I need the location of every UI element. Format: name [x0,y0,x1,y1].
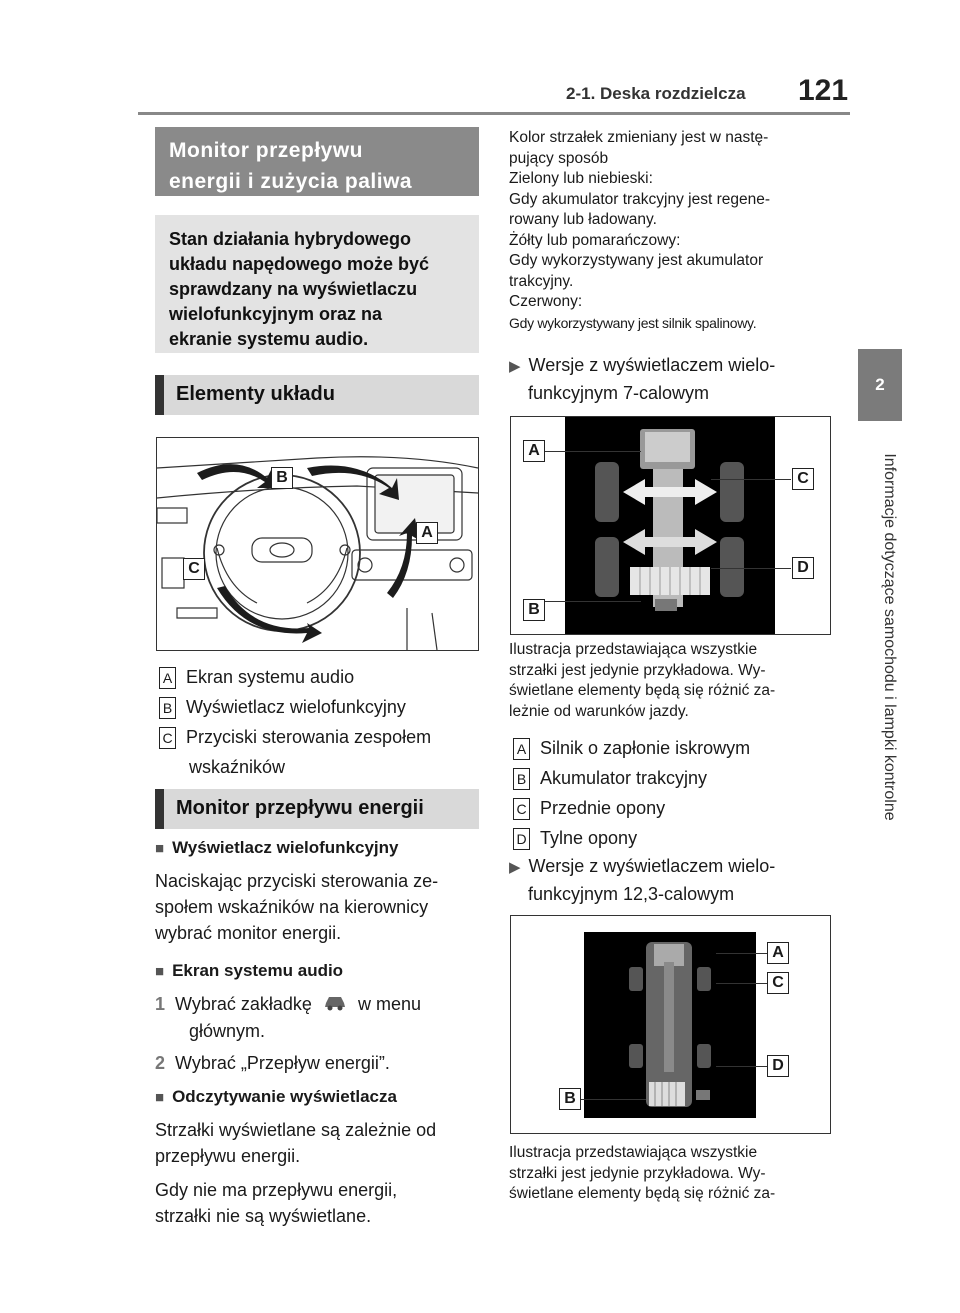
legend-item: A Silnik o zapłonie iskrowym [513,733,833,763]
figure1-label-a: A [523,440,545,462]
audio-screen-heading: Ekran systemu audio [172,961,344,980]
figure2-label-d: D [767,1055,789,1077]
energy-legend [513,733,833,853]
legend-item: C Przyciski sterowania zespołem [159,722,479,752]
dashboard-illustration [157,438,478,650]
chapter-tab: 2 [858,349,902,421]
figure2-caption: Ilustracja przedstawiająca wszystkie strzałki jest jedynie przykładowa. Wy- świetlane elementy będą się różnić za- [509,1144,776,1202]
elements-heading: Elementy układu [155,375,479,415]
figure1-label-c: C [792,468,814,490]
reading-text: Strzałki wyświetlane są zależnie od przepływu energii. [155,1120,437,1167]
step-2: 2 Wybrać „Przepływ energii”. [155,1053,390,1074]
multi-display-heading: Wyświetlacz wielofunkcyjny [172,838,399,857]
main-heading: Monitor przepływu energii i zużycia paliwa [155,127,479,196]
car-icon [323,992,347,1018]
multi-display-section: ■ Wyświetlacz wielofunkcyjny Naciskając przyciski sterowania ze- społem wskaźników na kierownicy wybrać monitor energii. ■ Ekran systemu audio 1 Wybrać zakładkę w menu głównym. 2 Wybrać „Przepływ energii”. ■ Odczytywanie wyświetlacza Strzałki wyświetlane są zależnie od przepływu energii. Gdy nie ma przepływu energii, strzałki nie są wyświetlane. [155,835,485,1229]
legend-item: B Wyświetlacz wielofunkcyjny [159,692,479,722]
figure-label-b: B [271,467,293,489]
legend-item: D Tylne opony [513,823,833,853]
dashboard-figure [156,437,479,651]
page-number: 121 [798,74,849,107]
version-12-heading: ▶ Wersje z wyświetlaczem wielo- funkcyjnym 12,3-calowym [509,856,776,904]
energy-flow-screen-12in [584,932,756,1118]
figure1-label-d: D [792,557,814,579]
multi-display-text: Naciskając przyciski sterowania ze- społem wskaźników na kierownicy wybrać monitor energii. [155,871,439,943]
version-7-heading: ▶ Wersje z wyświetlaczem wielo- funkcyjnym 7-calowym [509,355,776,403]
energy-flow-figure-7in [510,416,831,635]
figure2-label-b: B [559,1088,581,1110]
car-chassis-illustration-12in [584,932,756,1118]
energy-flow-figure-12in [510,915,831,1134]
arrow-color-text: Kolor strzałek zmieniany jest w nastę- pujący sposób Zielony lub niebieski: Gdy akumulator trakcyjny jest regene- rowany lub ładowany. Żółty lub pomarańczowy: Gdy wykorzystywany jest akumulator trakcyjny. Czerwony: Gdy wykorzystywany jest silnik spalinowy. [509,129,771,331]
intro-box: Stan działania hybrydowego układu napędowego może być sprawdzany na wyświetlaczu wielofunkcyjnym oraz na ekranie systemu audio. [155,215,479,353]
step-1: 1 Wybrać zakładkę w menu [155,991,485,1018]
no-flow-text: Gdy nie ma przepływu energii, strzałki nie są wyświetlane. [155,1180,398,1227]
monitor-heading: Monitor przepływu energii [155,789,479,829]
section-title: 2-1. Deska rozdzielcza [566,84,746,103]
element-legend [159,662,479,782]
legend-item: C Przednie opony [513,793,833,823]
step-1-continuation: głównym. [189,1021,266,1042]
figure2-label-a: A [767,942,789,964]
header-rule [138,112,850,115]
figure-label-a: A [416,522,438,544]
reading-heading: Odczytywanie wyświetlacza [172,1087,397,1107]
legend-item: A Ekran systemu audio [159,662,479,692]
legend-item: B Akumulator trakcyjny [513,763,833,793]
figure1-label-b: B [523,599,545,621]
figure-label-c: C [183,558,205,580]
legend-item-continuation: wskaźników [189,757,286,777]
figure2-label-c: C [767,972,789,994]
chapter-title: Informacje dotyczące samochodu i lampki kontrolne [881,453,898,821]
figure1-caption: Ilustracja przedstawiająca wszystkie strzałki jest jedynie przykładowa. Wy- świetlane elementy będą się różnić za- leżnie od warunków jazdy. [509,641,776,720]
